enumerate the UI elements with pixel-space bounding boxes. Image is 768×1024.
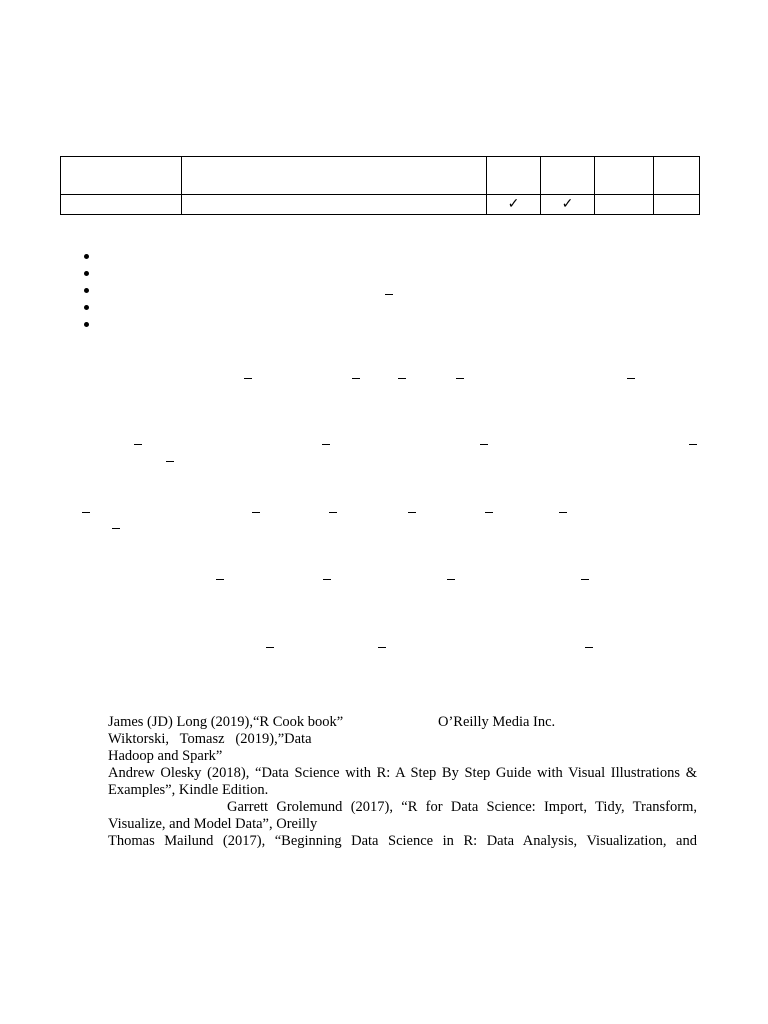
reference-item: Garrett Grolemund (2017), “R for Data Science: Import, Tidy, Transform, Visualize, and Model Data”, Oreilly: [108, 799, 697, 832]
reference-item: [108, 714, 697, 731]
reference-list: [108, 714, 697, 850]
table-cell: [654, 157, 700, 195]
reference-item: [108, 731, 697, 765]
dash-mark: [352, 378, 360, 379]
reference-item: Thomas Mailund (2017), “Beginning Data Science in R: Data Analysis, Visualization, and: [108, 833, 697, 849]
dash-mark: [266, 647, 274, 648]
dash-mark: [398, 378, 406, 379]
dash-mark: [216, 579, 224, 580]
dash-mark: [166, 461, 174, 462]
reference-text: James (JD) Long (2019),“R Cook book”: [108, 714, 344, 730]
table-cell: [541, 157, 595, 195]
bullet-icon: [84, 288, 89, 293]
dash-mark: [585, 647, 593, 648]
dash-mark: [322, 444, 330, 445]
dash-mark: [581, 579, 589, 580]
bullet-icon: [84, 305, 89, 310]
bullet-icon: [84, 254, 89, 259]
course-table: [60, 156, 700, 215]
dash-mark: [480, 444, 488, 445]
table-cell: [61, 157, 182, 195]
reference-item: Andrew Olesky (2018), “Data Science with R: A Step By Step Guide with Visual Illustrations & Examples”, Kindle Edition.: [108, 765, 697, 798]
dash-mark: [559, 512, 567, 513]
table-cell: [595, 157, 654, 195]
reference-text: Wiktorski, Tomasz (2019),”Data: [108, 731, 312, 747]
dash-mark: [447, 579, 455, 580]
dash-mark: [627, 378, 635, 379]
table-cell: [595, 195, 654, 215]
dash-mark: [244, 378, 252, 379]
dash-mark: [689, 444, 697, 445]
dash-mark: [485, 512, 493, 513]
table-cell: [61, 195, 182, 215]
dash-mark: [408, 512, 416, 513]
dash-mark: [82, 512, 90, 513]
dash-mark: [323, 579, 331, 580]
reference-text: Hadoop and Spark”: [108, 748, 223, 764]
dash-mark: [378, 647, 386, 648]
dash-mark: [329, 512, 337, 513]
dash-mark: [252, 512, 260, 513]
reference-publisher: O’Reilly Media Inc.: [438, 714, 556, 730]
dash-mark: [134, 444, 142, 445]
table-header-row: [61, 157, 700, 195]
checkmark-cell: ✓: [541, 195, 595, 215]
table-cell: [182, 157, 487, 195]
table-cell: [182, 195, 487, 215]
dash-mark: [385, 294, 393, 295]
bullet-icon: [84, 271, 89, 276]
dash-mark: [112, 528, 120, 529]
checkmark-cell: ✓: [487, 195, 541, 215]
table-row: [61, 195, 700, 215]
dash-mark: [456, 378, 464, 379]
table-cell: [654, 195, 700, 215]
table-cell: [487, 157, 541, 195]
bullet-icon: [84, 322, 89, 327]
